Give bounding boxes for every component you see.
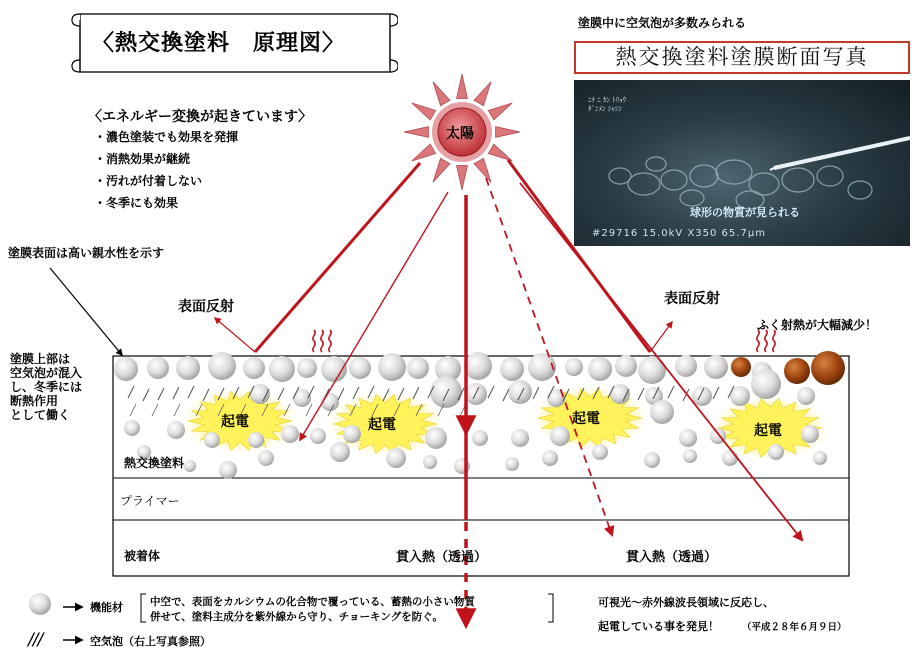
radiant-heat-label: ふく射熱が大幅減少！: [757, 318, 878, 332]
legend-functional-label: 機能材: [90, 601, 123, 614]
layer-paint-label: 熱交換塗料: [124, 456, 185, 470]
energy-bullet: ・冬季にも効果: [94, 196, 179, 210]
energy-bullet: ・汚れが付着しない: [94, 174, 203, 188]
heat-wave-icon: [757, 330, 775, 352]
generation-label: 起電: [754, 423, 782, 439]
air-bubble-symbol: ///: [28, 630, 43, 650]
penetration-label: 貫入熱（透過）: [626, 550, 718, 565]
surface-reflection-left: 表面反射: [178, 299, 234, 315]
layer-primer-label: プライマー: [120, 494, 180, 508]
photo-label: 球形の物質が見られる: [690, 206, 800, 219]
sun-label: 太陽: [446, 126, 474, 142]
discovery-line1: 可視光～赤外線波長領域に反応し、: [598, 596, 774, 609]
surface-reflection-right: 表面反射: [664, 291, 720, 307]
generation-label: 起電: [368, 417, 396, 433]
page-title: 〈熱交換塗料 原理図〉: [92, 31, 346, 56]
surface-hydrophilic-label: 塗膜表面は高い親水性を示す: [8, 246, 165, 260]
photo-caption: 塗膜中に空気泡が多数みられる: [578, 16, 747, 30]
penetration-label: 貫入熱（透過）: [396, 550, 488, 565]
heat-wave-icon: [313, 330, 331, 352]
photo-meta: #29716 15.0kV X350 65.7μm: [592, 228, 766, 239]
generation-label: 起電: [221, 414, 249, 430]
photo-corner-text: ﾆﾁ ﾆ ｶﾝ ﾄﾘｮｳ ﾀﾞﾝﾒﾝ ｼｬｼﾝ: [588, 96, 627, 113]
energy-bullet: ・消熱効果が継続: [94, 152, 191, 166]
energy-heading: 〈エネルギー変換が起きています〉: [88, 109, 312, 125]
generation-label: 起電: [572, 411, 600, 427]
discovery-line2: 起電している事を発見！: [598, 620, 719, 633]
legend-functional-desc: 中空で、表面をカルシウムの化合物で覆っている、蓄熱の小さい物質: [150, 596, 475, 608]
top-layer-note: 塗膜上部は 空気泡が混入 し、冬季には 断熱作用 として働く: [10, 352, 83, 422]
layer-substrate-label: 被着体: [124, 549, 161, 563]
legend-air-label: 空気泡（右上写真参照）: [90, 635, 211, 648]
discovery-date: （平成２８年６月９日）: [742, 622, 847, 633]
photo-title: 熱交換塗料塗膜断面写真: [574, 41, 910, 74]
energy-bullet: ・濃色塗装でも効果を発揮: [94, 130, 239, 144]
annotation-arrow: [50, 268, 122, 355]
legend-functional-desc: 併せて、塗料主成分を紫外線から守り、チョーキングを防ぐ。: [150, 611, 443, 623]
cross-section-photo: [574, 80, 910, 246]
